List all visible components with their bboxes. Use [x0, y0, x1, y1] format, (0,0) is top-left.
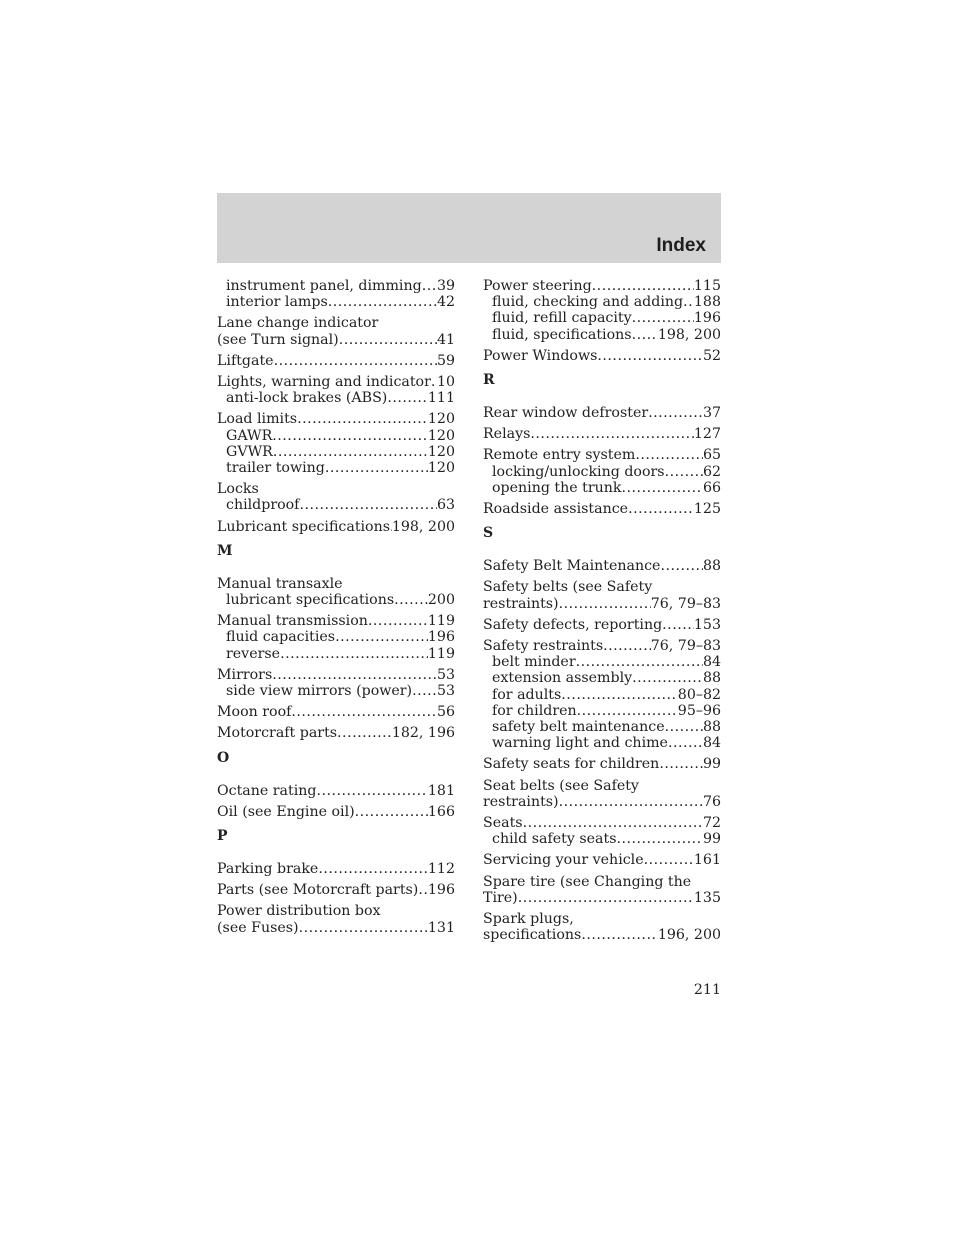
entry-text: Lubricant specifications [217, 518, 391, 535]
index-subentry-line [217, 444, 455, 460]
index-entry-line [483, 447, 721, 463]
entry-page-ref: 115 [693, 278, 721, 294]
dot-leader [635, 447, 703, 463]
dot-leader [648, 405, 703, 421]
entry-text: GAWR [226, 427, 273, 444]
index-entry-line [483, 426, 721, 442]
entry-page-ref: 120 [427, 443, 455, 460]
entry-page-ref: 119 [427, 613, 455, 630]
entry-text: Parking brake [217, 861, 319, 878]
entry-page-ref: 62 [702, 463, 721, 480]
section-letter: P [217, 828, 228, 845]
dot-leader [632, 327, 658, 343]
index-entry [217, 882, 455, 898]
index-entry [483, 447, 721, 496]
dot-leader [644, 852, 694, 868]
dot-leader [662, 617, 694, 633]
entry-text: (see Turn signal) [217, 331, 339, 348]
entry-page-ref: 39 [436, 278, 455, 294]
index-entry-line [483, 815, 721, 831]
section-letter: R [483, 372, 495, 389]
entry-page-ref: 88 [702, 670, 721, 687]
index-entry [483, 426, 721, 442]
entry-text: Rear window defroster [483, 405, 649, 422]
index-entry [483, 815, 721, 847]
index-subentry-line [217, 390, 455, 406]
dot-leader [316, 783, 427, 799]
entry-page-ref: 131 [427, 919, 455, 936]
index-entry-line [217, 481, 455, 497]
dot-leader [272, 667, 437, 683]
index-subentry-line [217, 460, 455, 476]
entry-text: Spark plugs, [483, 911, 574, 928]
index-subentry-line [217, 278, 455, 294]
entry-text: side view mirrors (power) [226, 683, 413, 700]
entry-text: fluid, refill capacity [492, 310, 632, 327]
dot-leader [518, 890, 694, 906]
index-subentry-line [483, 670, 721, 686]
dot-leader [422, 278, 437, 294]
index-entry-line [217, 315, 455, 331]
index-entry-line [217, 861, 455, 877]
header-band [217, 193, 721, 263]
index-entry-line [483, 927, 721, 943]
index-entry-line [217, 903, 455, 919]
index-subentry-line [483, 294, 721, 310]
index-subentry-line [483, 480, 721, 496]
dot-leader [328, 294, 437, 310]
dot-leader [660, 558, 702, 574]
dot-leader [418, 882, 428, 898]
index-subentry-line [217, 294, 455, 310]
dot-leader [581, 927, 658, 943]
entry-text: Parts (see Motorcraft parts) [217, 882, 419, 899]
index-entry-line [483, 348, 721, 364]
entry-text: GVWR [226, 443, 273, 460]
index-entry [483, 756, 721, 772]
index-entry-line [483, 617, 721, 633]
entry-text: Liftgate [217, 352, 274, 369]
entry-text: Power distribution box [217, 903, 381, 920]
entry-text: Remote entry system [483, 447, 636, 464]
index-entry [483, 778, 721, 810]
dot-leader [659, 756, 703, 772]
dot-leader [325, 460, 428, 476]
dot-leader [368, 613, 428, 629]
index-entry [483, 638, 721, 751]
index-entry [483, 278, 721, 343]
entry-page-ref: 166 [427, 803, 455, 820]
section-letter: M [217, 542, 233, 559]
dot-leader [628, 501, 694, 517]
index-entry [217, 576, 455, 608]
entry-text: Tire) [483, 889, 518, 906]
index-entry [483, 405, 721, 421]
entry-page-ref: 52 [702, 347, 721, 364]
dot-leader [318, 861, 428, 877]
entry-text: childproof [226, 497, 300, 514]
entry-page-ref: 76, 79–83 [650, 638, 721, 655]
index-entry-line [483, 794, 721, 810]
entry-text: trailer towing [226, 460, 325, 477]
dot-leader [561, 687, 678, 703]
entry-page-ref: 196 [427, 629, 455, 646]
dot-leader [592, 278, 694, 294]
index-entry [483, 874, 721, 906]
dot-leader [616, 831, 702, 847]
index-column-right [483, 278, 721, 949]
dot-leader [530, 426, 694, 442]
index-entry [217, 783, 455, 799]
entry-page-ref: 76 [702, 793, 721, 810]
dot-leader [299, 920, 428, 936]
index-subentry-line [217, 592, 455, 608]
entry-text: Moon roof [217, 704, 292, 721]
index-entry-line [217, 920, 455, 936]
entry-page-ref: 181 [427, 782, 455, 799]
entry-page-ref: 41 [436, 331, 455, 348]
dot-leader [632, 310, 694, 326]
entry-page-ref: 56 [436, 704, 455, 721]
index-entry-line [217, 725, 455, 741]
entry-text: extension assembly [492, 670, 633, 687]
index-entry [217, 411, 455, 476]
entry-page-ref: 198, 200 [657, 326, 721, 343]
entry-page-ref: 76, 79–83 [650, 595, 721, 612]
entry-text: Load limits [217, 411, 298, 428]
entry-page-ref: 53 [436, 683, 455, 700]
entry-text: fluid, specifications [492, 326, 632, 343]
index-entry-line [483, 596, 721, 612]
entry-page-ref: 135 [693, 889, 721, 906]
index-entry-line [483, 405, 721, 421]
dot-leader [355, 804, 428, 820]
index-entry [217, 519, 455, 535]
entry-text: lubricant specifications [226, 592, 395, 609]
entry-page-ref: 111 [427, 390, 455, 407]
dot-leader [394, 592, 428, 608]
page-number: 211 [693, 982, 721, 998]
dot-leader [559, 794, 703, 810]
page-title: Index [656, 235, 706, 256]
entry-text: fluid, checking and adding [492, 294, 684, 311]
index-entry-line [217, 519, 455, 535]
index-column-left [217, 278, 455, 941]
entry-page-ref: 10 [436, 374, 455, 391]
entry-page-ref: 42 [436, 294, 455, 311]
entry-text: anti-lock brakes (ABS) [226, 390, 388, 407]
entry-page-ref: 95–96 [677, 702, 721, 719]
index-entry [217, 725, 455, 741]
index-entry [217, 315, 455, 347]
dot-leader [665, 464, 703, 480]
entry-page-ref: 99 [702, 756, 721, 773]
dot-leader [412, 683, 437, 699]
index-entry [483, 579, 721, 611]
index-entry-line [483, 890, 721, 906]
dot-leader [603, 638, 651, 654]
entry-page-ref: 88 [702, 719, 721, 736]
dot-leader [665, 719, 703, 735]
entry-text: fluid capacities [226, 629, 336, 646]
index-subentry-line [483, 703, 721, 719]
index-subentry-line [217, 646, 455, 662]
index-entry-line [217, 353, 455, 369]
index-entry-line [483, 874, 721, 890]
entry-page-ref: 53 [436, 666, 455, 683]
entry-page-ref: 37 [702, 405, 721, 422]
index-entry [483, 558, 721, 574]
entry-text: Manual transaxle [217, 575, 343, 592]
entry-page-ref: 84 [702, 735, 721, 752]
entry-text: reverse [226, 645, 281, 662]
index-entry-line [483, 638, 721, 654]
entry-page-ref: 125 [693, 501, 721, 518]
entry-page-ref: 112 [427, 861, 455, 878]
entry-page-ref: 63 [436, 497, 455, 514]
entry-text: Octane rating [217, 782, 317, 799]
index-subentry-line [483, 719, 721, 735]
index-subentry-line [483, 310, 721, 326]
dot-leader [273, 444, 428, 460]
index-entry-line [217, 576, 455, 592]
entry-text: child safety seats [492, 831, 617, 848]
index-entry [217, 903, 455, 935]
entry-text: for children [492, 702, 577, 719]
index-entry [217, 861, 455, 877]
index-entry [483, 911, 721, 943]
entry-page-ref: 88 [702, 558, 721, 575]
dot-leader [576, 654, 703, 670]
index-entry [483, 348, 721, 364]
dot-leader [291, 704, 437, 720]
index-entry-line [217, 411, 455, 427]
dot-leader [280, 646, 428, 662]
entry-text: for adults [492, 686, 562, 703]
section-letter: S [483, 525, 494, 542]
index-subentry-line [483, 735, 721, 751]
entry-page-ref: 200 [427, 592, 455, 609]
entry-page-ref: 119 [427, 645, 455, 662]
index-entry-line [217, 704, 455, 720]
entry-page-ref: 120 [427, 411, 455, 428]
entry-page-ref: 120 [427, 427, 455, 444]
index-subentry-line [483, 327, 721, 343]
dot-leader [299, 497, 436, 513]
entry-text: Safety seats for children [483, 756, 660, 773]
index-entry [217, 353, 455, 369]
index-entry [217, 804, 455, 820]
entry-page-ref: 66 [702, 479, 721, 496]
dot-leader [274, 353, 437, 369]
index-entry-line [483, 911, 721, 927]
entry-page-ref: 99 [702, 831, 721, 848]
index-entry-line [483, 852, 721, 868]
index-entry [483, 852, 721, 868]
dot-leader [577, 703, 678, 719]
dot-leader [523, 815, 703, 831]
entry-page-ref: 196, 200 [657, 927, 721, 944]
entry-page-ref: 80–82 [677, 686, 721, 703]
entry-text: warning light and chime [492, 735, 668, 752]
entry-text: interior lamps [226, 294, 328, 311]
entry-text: Manual transmission [217, 613, 368, 630]
entry-text: restraints) [483, 793, 559, 810]
entry-text: restraints) [483, 595, 559, 612]
dot-leader [668, 735, 703, 751]
entry-text: Roadside assistance [483, 501, 629, 518]
entry-page-ref: 127 [693, 426, 721, 443]
entry-text: (see Fuses) [217, 919, 299, 936]
index-entry [217, 374, 455, 406]
entry-text: Lights, warning and indicator [217, 374, 431, 391]
index-subentry-line [217, 629, 455, 645]
dot-leader [559, 596, 651, 612]
entry-text: Oil (see Engine oil) [217, 803, 355, 820]
index-subentry-line [483, 687, 721, 703]
entry-text: Relays [483, 426, 531, 443]
dot-leader [337, 725, 392, 741]
index-entry [483, 617, 721, 633]
dot-leader [339, 332, 437, 348]
index-subentry-line [483, 831, 721, 847]
index-entry-line [217, 374, 455, 390]
entry-text: Motorcraft parts [217, 725, 338, 742]
entry-text: Safety Belt Maintenance [483, 558, 661, 575]
index-entry-line [217, 882, 455, 898]
entry-page-ref: 198, 200 [391, 518, 455, 535]
index-subentry-line [217, 428, 455, 444]
index-subentry-line [217, 497, 455, 513]
index-entry-line [217, 804, 455, 820]
index-entry [217, 481, 455, 513]
entry-page-ref: 188 [693, 294, 721, 311]
index-entry-line [483, 756, 721, 772]
entry-text: locking/unlocking doors [492, 463, 665, 480]
entry-text: opening the trunk [492, 479, 622, 496]
index-entry [217, 613, 455, 662]
entry-text: Safety defects, reporting [483, 616, 663, 633]
entry-text: Safety belts (see Safety [483, 579, 653, 596]
entry-text: specifications [483, 927, 582, 944]
entry-page-ref: 161 [693, 852, 721, 869]
entry-text: Seat belts (see Safety [483, 777, 639, 794]
dot-leader [597, 348, 703, 364]
entry-page-ref: 84 [702, 654, 721, 671]
entry-page-ref: 153 [693, 616, 721, 633]
index-entry-line [217, 783, 455, 799]
entry-page-ref: 120 [427, 460, 455, 477]
dot-leader [683, 294, 694, 310]
entry-text: Servicing your vehicle [483, 852, 644, 869]
index-subentry-line [483, 654, 721, 670]
index-entry-line [217, 667, 455, 683]
index-entry [217, 278, 455, 310]
index-entry-line [483, 579, 721, 595]
index-entry-line [217, 613, 455, 629]
entry-text: safety belt maintenance [492, 719, 665, 736]
entry-page-ref: 59 [436, 352, 455, 369]
index-entry-line [217, 332, 455, 348]
entry-page-ref: 72 [702, 815, 721, 832]
index-entry [217, 667, 455, 699]
index-entry [217, 704, 455, 720]
entry-page-ref: 196 [427, 882, 455, 899]
index-entry-line [483, 558, 721, 574]
entry-text: belt minder [492, 654, 576, 671]
section-letter: O [217, 749, 230, 766]
index-entry-line [483, 778, 721, 794]
index-subentry-line [217, 683, 455, 699]
entry-page-ref: 182, 196 [391, 725, 455, 742]
dot-leader [297, 411, 428, 427]
index-entry [483, 501, 721, 517]
entry-text: Seats [483, 815, 523, 832]
entry-page-ref: 65 [702, 447, 721, 464]
index-entry-line [483, 501, 721, 517]
dot-leader [335, 629, 428, 645]
entry-text: instrument panel, dimming [226, 278, 422, 294]
entry-text: Spare tire (see Changing the [483, 873, 692, 890]
index-subentry-line [483, 464, 721, 480]
dot-leader [272, 428, 428, 444]
dot-leader [387, 390, 428, 406]
entry-text: Power Windows [483, 347, 598, 364]
entry-text: Safety restraints [483, 638, 604, 655]
entry-page-ref: 196 [693, 310, 721, 327]
entry-text: Locks [217, 481, 259, 498]
entry-text: Mirrors [217, 666, 273, 683]
dot-leader [632, 670, 703, 686]
dot-leader [622, 480, 703, 496]
entry-text: Power steering [483, 278, 592, 294]
index-entry-line [483, 278, 721, 294]
entry-text: Lane change indicator [217, 315, 379, 332]
